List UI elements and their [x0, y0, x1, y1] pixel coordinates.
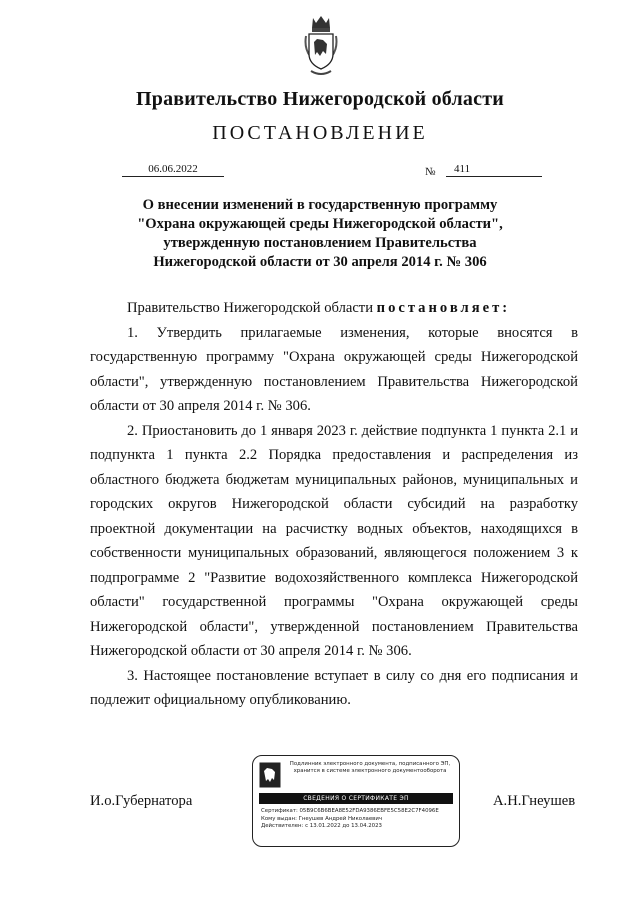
subject-line: Нижегородской области от 30 апреля 2014 г. № 306: [153, 254, 487, 270]
certificate-serial: Сертификат: 05B9C6B6BEA8E52FDA9386EBFE5C58E2C7F4096E: [261, 808, 439, 814]
subject-line: "Охрана окружающей среды Нижегородской области",: [137, 216, 503, 232]
document-date: 06.06.2022: [122, 162, 224, 177]
document-kind: ПОСТАНОВЛЕНИЕ: [212, 122, 428, 144]
stamp-details: [261, 808, 455, 831]
electronic-signature-stamp: [252, 755, 460, 847]
government-title: Правительство Нижегородской области: [136, 88, 504, 110]
document-number: 411: [446, 162, 542, 177]
stamp-header-line: Подлинник электронного документа, подписанного ЭП,: [289, 761, 451, 767]
preamble: [90, 296, 578, 321]
signatory-role: И.о.Губернатора: [90, 793, 193, 809]
signatory-name: А.Н.Гнеушев: [493, 793, 576, 809]
stamp-header: [285, 761, 455, 775]
paragraph-item-3: 3. Настоящее постановление вступает в силу со дня его подписания и подлежит официальному опубликованию.: [90, 667, 578, 708]
certificate-owner: Кому выдан: Гнеушев Андрей Николаевич: [261, 815, 383, 822]
document-subject: [110, 196, 530, 272]
subject-line: утвержденную постановлением Правительства: [163, 235, 477, 251]
stamp-title-bar: СВЕДЕНИЯ О СЕРТИФИКАТЕ ЭП: [259, 793, 453, 804]
paragraph-item-1: 1. Утвердить прилагаемые изменения, которые вносятся в государственную программу "Охрана окружающей среды Нижегородской области", утвержденную постановлением Правительства Нижегородской области от 30 апреля 2014 г. № 306.: [90, 324, 578, 414]
document-body: [90, 296, 578, 713]
region-emblem-icon: [259, 762, 281, 788]
certificate-validity: Действителен: с 13.01.2022 до 13.04.2023: [261, 823, 382, 830]
preamble-verb: постановляет:: [376, 300, 511, 316]
coat-of-arms-emblem: [303, 14, 339, 78]
subject-line: О внесении изменений в государственную программу: [142, 197, 498, 213]
number-sign: №: [425, 166, 436, 178]
preamble-lead: Правительство Нижегородской области: [127, 300, 377, 316]
stamp-header-line: хранится в системе электронного документооборота: [293, 768, 447, 774]
paragraph-item-2: 2. Приостановить до 1 января 2023 г. действие подпункта 1 пункта 2.1 и подпункта 1 пункта 2.2 Порядка предоставления и распределения из областного бюджета бюджетам муниципальных районов, муниципальных и городских округов Нижегородской области субсидий на разработку проектной документации на расчистку водных объектов, находящихся в собственности муниципальных образований, являющегося положением 3 к подпрограмме 2 "Развитие водохозяйственного комплекса Нижегородской области" государственной программы "Охрана окружающей среды Нижегородской области", утвержденной постановлением Правительства Нижегородской области от 30 апреля 2014 г. № 306.: [90, 422, 578, 659]
